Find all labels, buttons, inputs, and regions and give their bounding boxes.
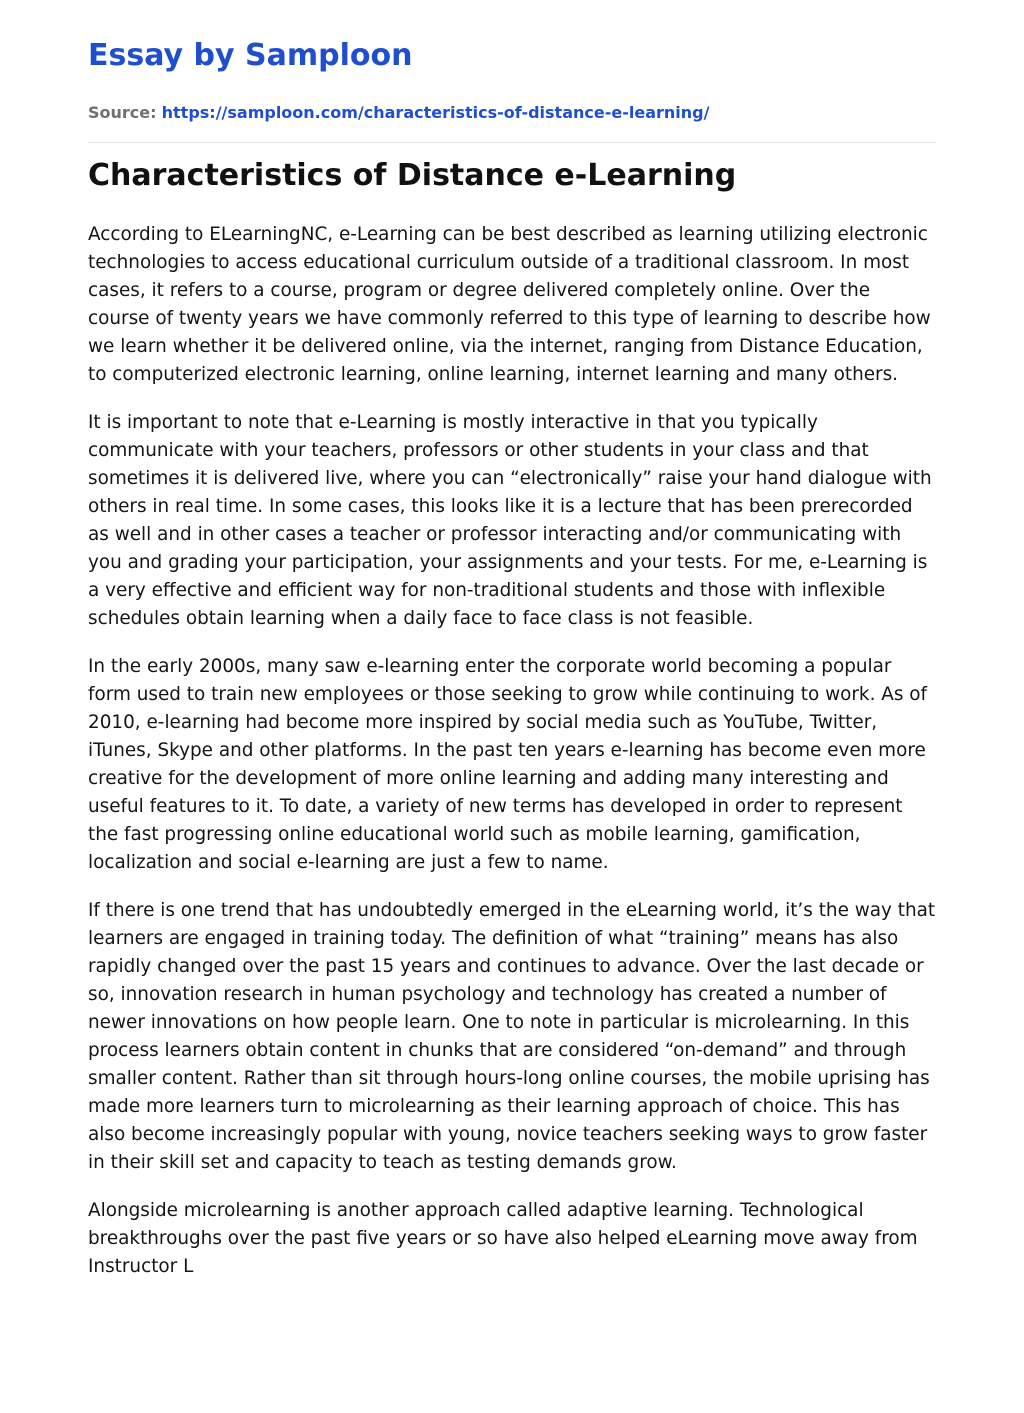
essay-body xyxy=(88,221,936,1301)
site-brand-title[interactable]: Essay by Samploon xyxy=(88,38,413,73)
source-link[interactable]: https://samploon.com/characteristics-of-distance-e-learning/ xyxy=(161,103,710,122)
essay-paragraph: In the early 2000s, many saw e-learning enter the corporate world becoming a popular form used to train new employees or those seeking to grow while continuing to work. As of 2010, e-learning had become more inspired by social media such as YouTube, Twitter, iTunes, Skype and other platforms. In the past ten years e-learning has become even more creative for the development of more online learning and adding many interesting and useful features to it. To date, a variety of new terms has developed in order to represent the fast progressing online educational world such as mobile learning, gamification, localization and social e-learning are just a few to name. xyxy=(88,656,928,873)
essay-paragraph: Alongside microlearning is another approach called adaptive learning. Technological breakthroughs over the past five years or so have also helped eLearning move away from Instructor L xyxy=(88,1200,918,1277)
source-line xyxy=(88,101,709,125)
header-divider xyxy=(88,142,936,143)
essay-paragraph: It is important to note that e-Learning is mostly interactive in that you typically communicate with your teachers, professors or other students in your class and that sometimes it is delivered live, where you can “electronically” raise your hand dialogue with others in real time. In some cases, this looks like it is a lecture that has been prerecorded as well and in other cases a teacher or professor interacting and/or communicating with you and grading your participation, your assignments and your tests. For me, e-Learning is a very effective and efficient way for non-traditional students and those with inflexible schedules obtain learning when a daily face to face class is not feasible. xyxy=(88,412,932,629)
essay-paragraph: According to ELearningNC, e-Learning can be best described as learning utilizing electronic technologies to access educational curriculum outside of a traditional classroom. In most cases, it refers to a course, program or degree delivered completely online. Over the course of twenty years we have commonly referred to this type of learning to describe how we learn whether it be delivered online, via the internet, ranging from Distance Education, to computerized electronic learning, online learning, internet learning and many others. xyxy=(88,224,931,385)
source-label: Source: xyxy=(88,103,157,122)
essay-title: Characteristics of Distance e-Learning xyxy=(88,158,737,193)
essay-paragraph: If there is one trend that has undoubtedly emerged in the eLearning world, it’s the way that learners are engaged in training today. The definition of what “training” means has also rapidly changed over the past 15 years and continues to advance. Over the last decade or so, innovation research in human psychology and technology has created a number of newer innovations on how people learn. One to note in particular is microlearning. In this process learners obtain content in chunks that are considered “on-demand” and through smaller content. Rather than sit through hours-long online courses, the mobile uprising has made more learners turn to microlearning as their learning approach of choice. This has also become increasingly popular with young, novice teachers seeking ways to grow faster in their skill set and capacity to teach as testing demands grow. xyxy=(88,900,936,1173)
